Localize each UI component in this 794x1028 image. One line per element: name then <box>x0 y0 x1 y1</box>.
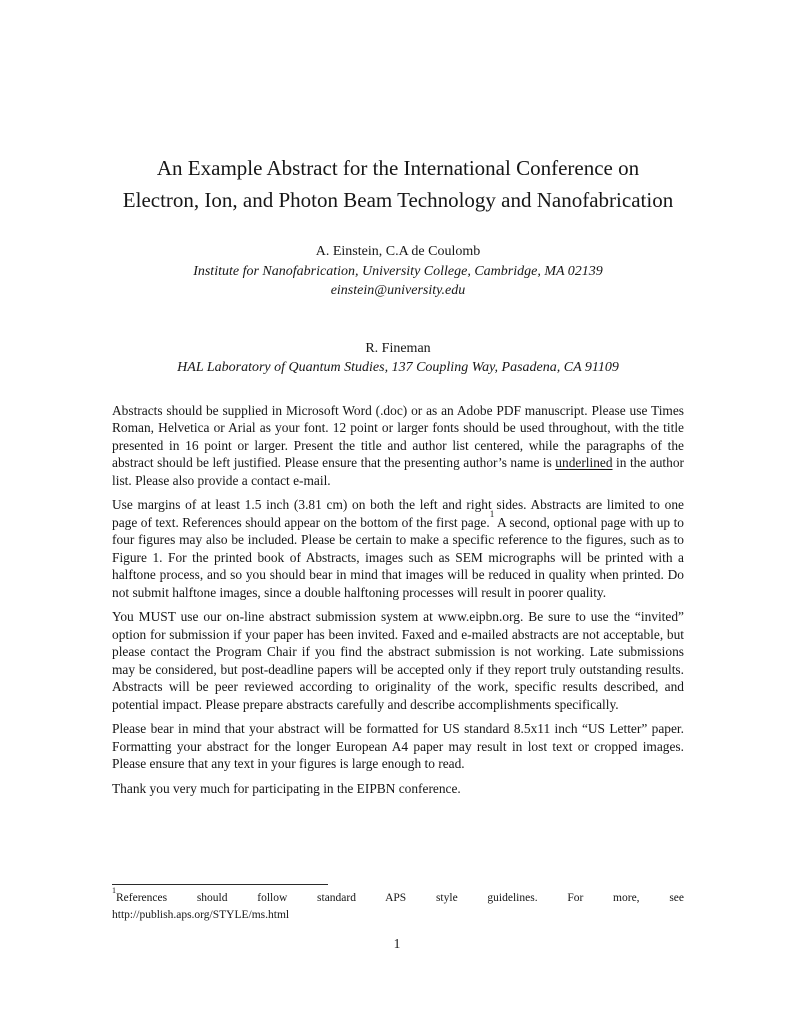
title-line-1: An Example Abstract for the International Conference on <box>156 156 640 180</box>
author-names-2: R. Fineman <box>365 340 431 356</box>
p1-text-after: in the author list. Please also provide a contact e-mail. <box>112 455 684 488</box>
footnote-url: http://publish.aps.org/STYLE/ms.html <box>112 909 290 921</box>
p2-text-before: Use margins of at least 1.5 inch (3.81 cm) on both the left and right sides. Abstracts are limited to one page of text. References should appear on the bottom of the first page. <box>112 497 684 530</box>
author-affiliation-2: HAL Laboratory of Quantum Studies, 137 Coupling Way, Pasadena, CA 91109 <box>177 360 619 375</box>
p2-text-after: A second, optional page with up to four figures may also be included. Please be certain to make a specific reference to the figures, such as to Figure 1. For the printed book of Abstracts, images such as SEM micrographs will be printed with a halftone process, and so you should bear in mind that images will be reduced in quality when printed. Do not submit halftone images, since a double halftoning processes will result in poorer quality. <box>112 514 684 600</box>
paper-title <box>112 0 684 216</box>
footnote-number: 1 <box>112 886 116 896</box>
text-column <box>112 0 684 797</box>
p1-underlined-word: underlined <box>555 455 613 470</box>
author-names-1: A. Einstein, C.A de Coulomb <box>315 244 481 259</box>
paragraph-paper-size: Please bear in mind that your abstract will be formatted for US standard 8.5x11 inch “US Letter” paper. Formatting your abstract for the longer European A4 paper may result in lost text or cropped images. Please ensure that any text in your figures is large enough to read. <box>112 721 684 771</box>
author-affiliation-1: Institute for Nanofabrication, University College, Cambridge, MA 02139 <box>193 263 603 279</box>
footnote <box>112 884 684 924</box>
page-number: 1 <box>393 936 401 951</box>
paragraph-margins-figures <box>112 496 684 601</box>
title-line-2: Electron, Ion, and Photon Beam Technology and Nanofabrication <box>122 188 674 212</box>
author-block-1 <box>112 242 684 301</box>
p1-text-before: Abstracts should be supplied in Microsoft Word (.doc) or as an Adobe PDF manuscript. Please use Times Roman, Helvetica or Arial as your font. 12 point or larger fonts should be used throughout, with the title presented in 16 point or larger. Present the title and author list centered, while the paragraphs of the abstract should be left justified. Please ensure that the presenting author’s name is <box>112 402 684 470</box>
author-email-1: einstein@university.edu <box>330 283 466 298</box>
paragraph-submission-system: You MUST use our on-line abstract submission system at www.eipbn.org. Be sure to use the “invited” option for submission if your paper has been invited. Faxed and e-mailed abstracts are not acceptable, but please contact the Program Chair if you find the abstract submission is not working. Late submissions may be considered, but post-deadline papers will be accepted only if they report truly outstanding results. Abstracts will be peer reviewed according to originality of the work, specific results described, and potential impact. Please prepare abstracts carefully and describe accomplishments specifically. <box>112 609 684 712</box>
paragraph-thanks: Thank you very much for participating in the EIPBN conference. <box>112 780 461 796</box>
footnote-rule <box>112 884 328 885</box>
footnote-marker: 1 <box>489 509 495 520</box>
footnote-text <box>112 886 684 907</box>
paragraph-format-guidelines <box>112 402 684 490</box>
footnote-text-line: References should follow standard APS style guidelines. For more, see <box>116 892 684 904</box>
author-block-2 <box>112 339 684 378</box>
